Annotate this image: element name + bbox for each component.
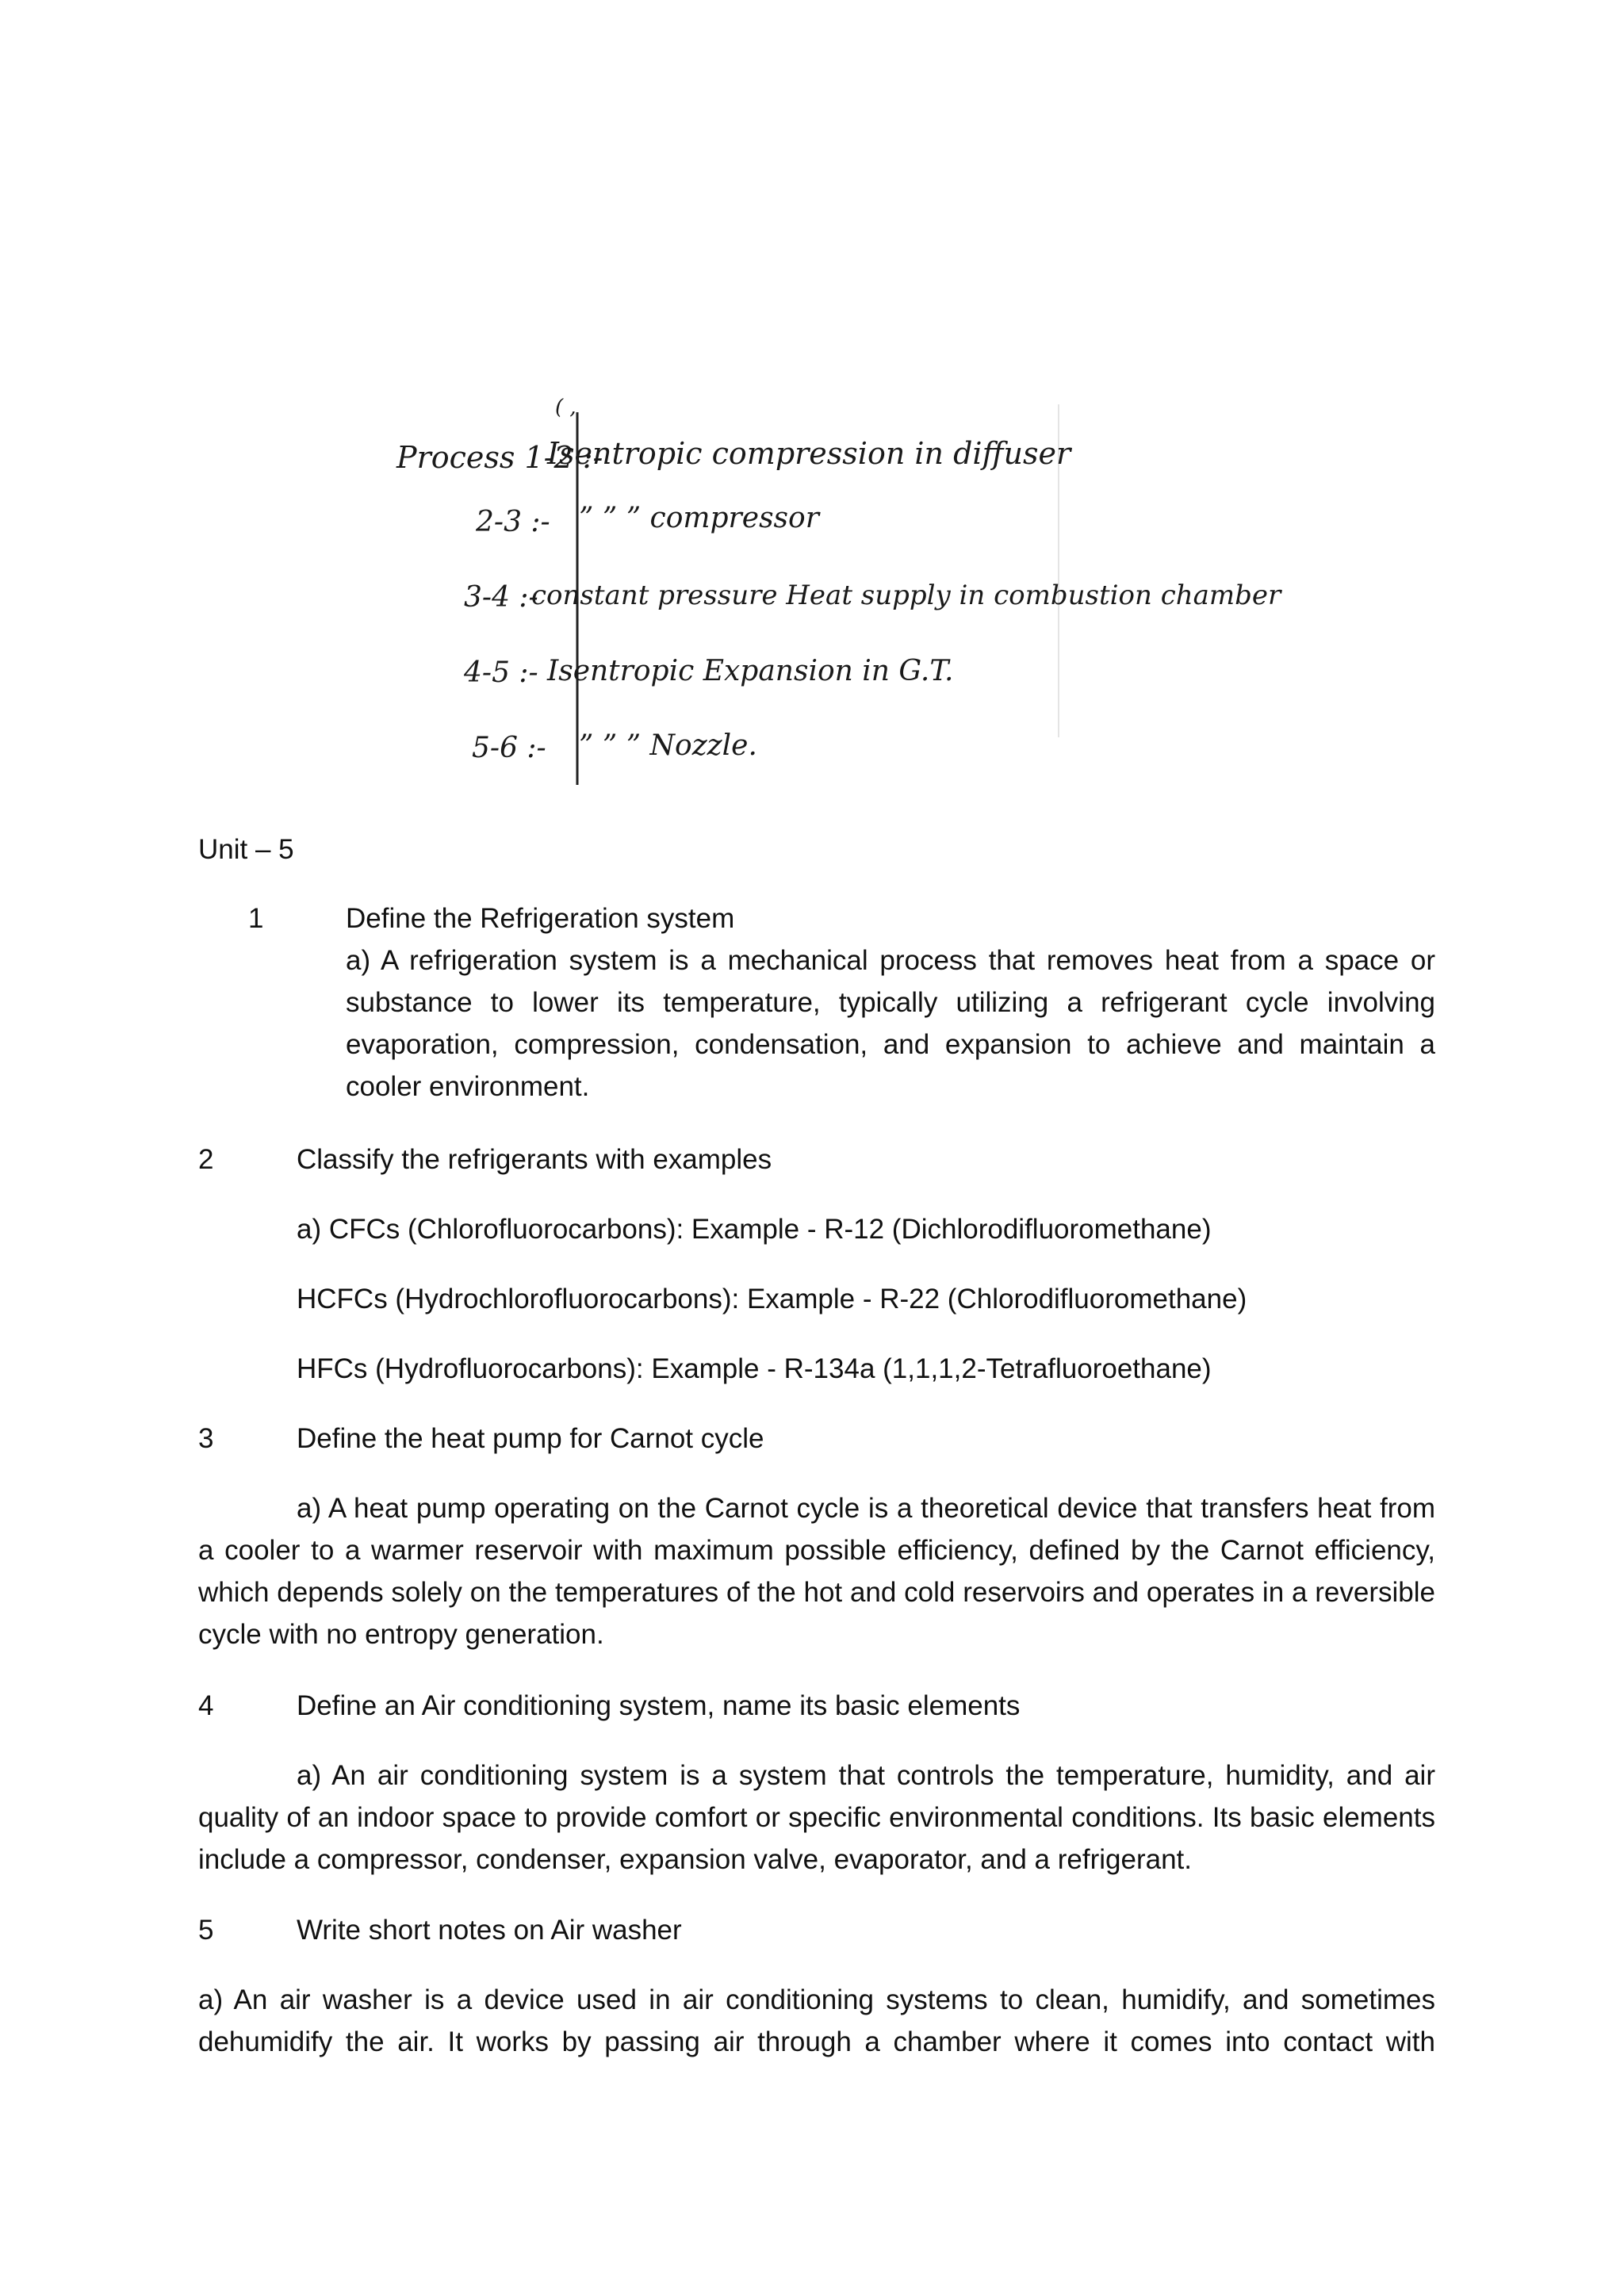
- unit-title: Unit – 5: [198, 834, 294, 865]
- question-2-title: Classify the refrigerants with examples: [297, 1144, 772, 1175]
- question-2-answer-1: a) CFCs (Chlorofluorocarbons): Example - R-12 (Dichlorodifluoromethane): [297, 1214, 1212, 1245]
- hw-line-3-text: constant pressure Heat supply in combustion chamber: [531, 580, 1281, 611]
- hw-line-3-label: 3-4 :-: [464, 581, 538, 614]
- question-2-answer-2: HCFCs (Hydrochlorofluorocarbons): Example - R-22 (Chlorodifluoromethane): [297, 1284, 1247, 1314]
- handwritten-notes-image: [396, 396, 1281, 793]
- question-1-answer: a) A refrigeration system is a mechanical process that removes heat from a space or substance to lower its temperature, typically utilizing a refrigerant cycle involving evaporation, compression, condensation, and expansion to achieve and maintain a cooler environment.: [346, 945, 1435, 1102]
- question-5-answer: a) An air washer is a device used in air conditioning systems to clean, humidify, and sometimes dehumidify the air. It works by passing air through a chamber where it comes into contact with: [198, 1984, 1435, 2057]
- hw-line-4-text: Isentropic Expansion in G.T.: [547, 655, 954, 687]
- question-3-number: 3: [198, 1423, 214, 1454]
- question-3-title: Define the heat pump for Carnot cycle: [297, 1423, 764, 1454]
- question-5-number: 5: [198, 1915, 214, 1946]
- question-1-number: 1: [248, 903, 264, 934]
- hw-line-1-label: Process 1-2 :-: [396, 440, 603, 475]
- question-4-title: Define an Air conditioning system, name its basic elements: [297, 1690, 1021, 1721]
- hw-line-5-label: 5-6 :-: [472, 732, 546, 764]
- question-4-number: 4: [198, 1690, 214, 1721]
- hw-line-2-text: ” ” ” compressor: [579, 502, 819, 534]
- question-5-title: Write short notes on Air washer: [297, 1915, 682, 1946]
- question-2-number: 2: [198, 1144, 214, 1175]
- hw-line-2-label: 2-3 :-: [476, 506, 550, 538]
- question-3-answer: a) A heat pump operating on the Carnot cycle is a theoretical device that transfers heat from a cooler to a warmer reservoir with maximum possible efficiency, defined by the Carnot efficiency, which depends solely on the temperatures of the hot and cold reservoirs and operates in a reversible cycle with no entropy generation.: [198, 1493, 1435, 1650]
- hw-line-5-text: ” ” ” Nozzle.: [579, 729, 757, 762]
- question-4-answer: a) An air conditioning system is a system that controls the temperature, humidity, and air quality of an indoor space to provide comfort or specific environmental conditions. Its basic elements include a compressor, condenser, expansion valve, evaporator, and a refrigerant.: [198, 1760, 1435, 1875]
- hw-line-4-label: 4-5 :-: [464, 656, 538, 689]
- hw-mark-top: ( ,: [555, 396, 576, 419]
- hw-line-1-text: Isentropic compression in diffuser: [547, 436, 1071, 471]
- question-2-answer-3: HFCs (Hydrofluorocarbons): Example - R-134a (1,1,1,2-Tetrafluoroethane): [297, 1353, 1212, 1384]
- question-1-title: Define the Refrigeration system: [346, 903, 735, 934]
